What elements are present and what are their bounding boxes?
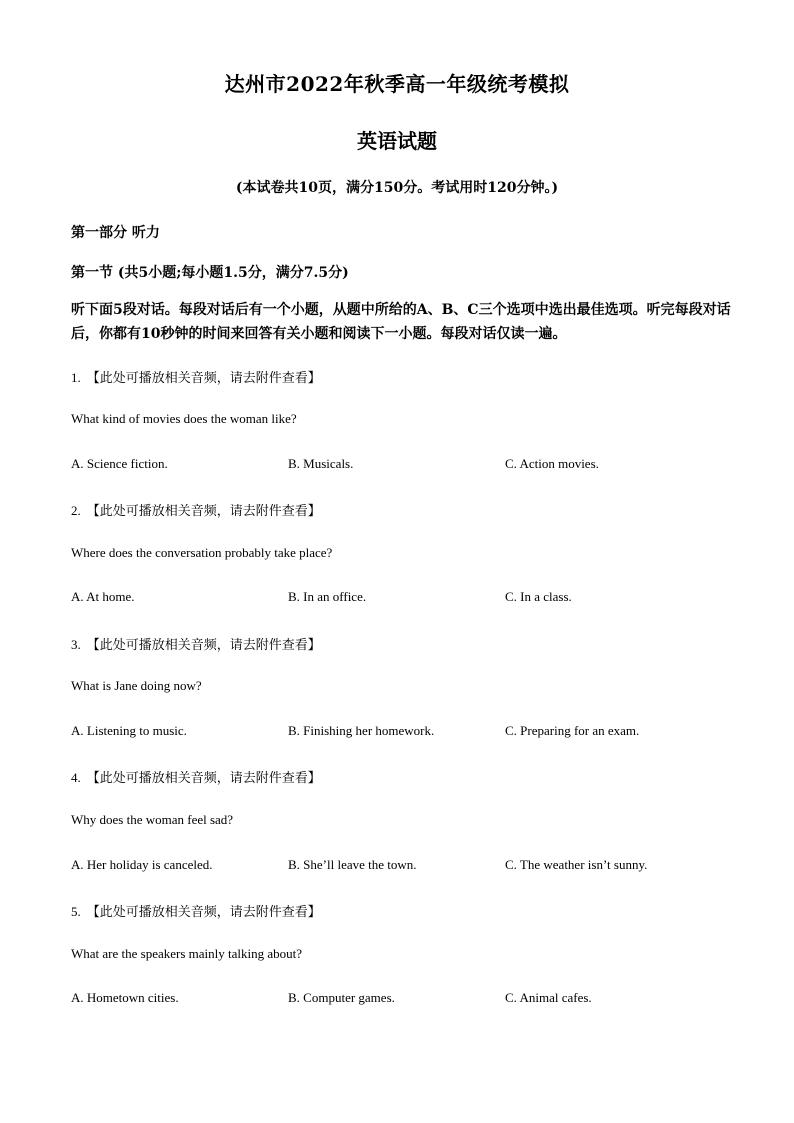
question-2-option-c[interactable]: C. In a class. [505,589,572,604]
question-4-option-c[interactable]: C. The weather isn’t sunny. [505,857,648,872]
question-4-option-b[interactable]: B. She’ll leave the town. [288,857,417,872]
question-1-option-c[interactable]: C. Action movies. [505,456,599,471]
audio-placeholder: 【此处可播放相关音频，请去附件查看】 [86,503,321,518]
audio-placeholder: 【此处可播放相关音频，请去附件查看】 [86,904,321,919]
question-5-option-c[interactable]: C. Animal cafes. [505,990,592,1005]
question-1-option-b[interactable]: B. Musicals. [288,456,354,471]
question-2-text: Where does the conversation probably take place? [71,545,333,560]
question-2-audio[interactable] [71,500,321,519]
question-number: 3. [71,637,81,652]
audio-placeholder: 【此处可播放相关音频，请去附件查看】 [86,770,321,785]
listening-instructions: 听下面5段对话。每段对话后有一个小题，从题中所给的A、B、C三个选项中选出最佳选项。听完每段对话后，你都有10秒钟的时间来回答有关小题和阅读下一小题。每段对话仅读一遍。 [71,302,731,342]
exam-note: (本试卷共10页，满分150分。考试用时120分钟。) [235,180,559,196]
question-5-text: What are the speakers mainly talking about? [71,946,303,961]
subsection-heading: 第一节 (共5小题;每小题1.5分，满分7.5分) [71,265,349,281]
question-2-option-a[interactable]: A. At home. [71,589,135,604]
exam-title: 达州市2022年秋季高一年级统考模拟 [224,72,570,96]
question-5-audio[interactable] [71,901,321,920]
question-5-option-b[interactable]: B. Computer games. [288,990,395,1005]
question-1-text: What kind of movies does the woman like? [71,411,297,426]
question-4-option-a[interactable]: A. Her holiday is canceled. [71,857,213,872]
question-number: 2. [71,503,81,518]
question-1-option-a[interactable]: A. Science fiction. [71,456,168,471]
audio-placeholder: 【此处可播放相关音频，请去附件查看】 [86,637,321,652]
question-1-audio[interactable] [71,367,321,386]
audio-placeholder: 【此处可播放相关音频，请去附件查看】 [86,370,321,385]
exam-subtitle: 英语试题 [357,129,437,153]
question-number: 5. [71,904,81,919]
question-3-option-b[interactable]: B. Finishing her homework. [288,723,435,738]
question-3-option-a[interactable]: A. Listening to music. [71,723,187,738]
question-number: 4. [71,770,81,785]
part-heading: 第一部分 听力 [71,225,160,241]
question-4-audio[interactable] [71,767,321,786]
question-4-text: Why does the woman feel sad? [71,812,234,827]
question-5-option-a[interactable]: A. Hometown cities. [71,990,179,1005]
question-number: 1. [71,370,81,385]
question-3-text: What is Jane doing now? [71,678,202,693]
question-2-option-b[interactable]: B. In an office. [288,589,367,604]
question-3-option-c[interactable]: C. Preparing for an exam. [505,723,640,738]
question-3-audio[interactable] [71,634,321,653]
